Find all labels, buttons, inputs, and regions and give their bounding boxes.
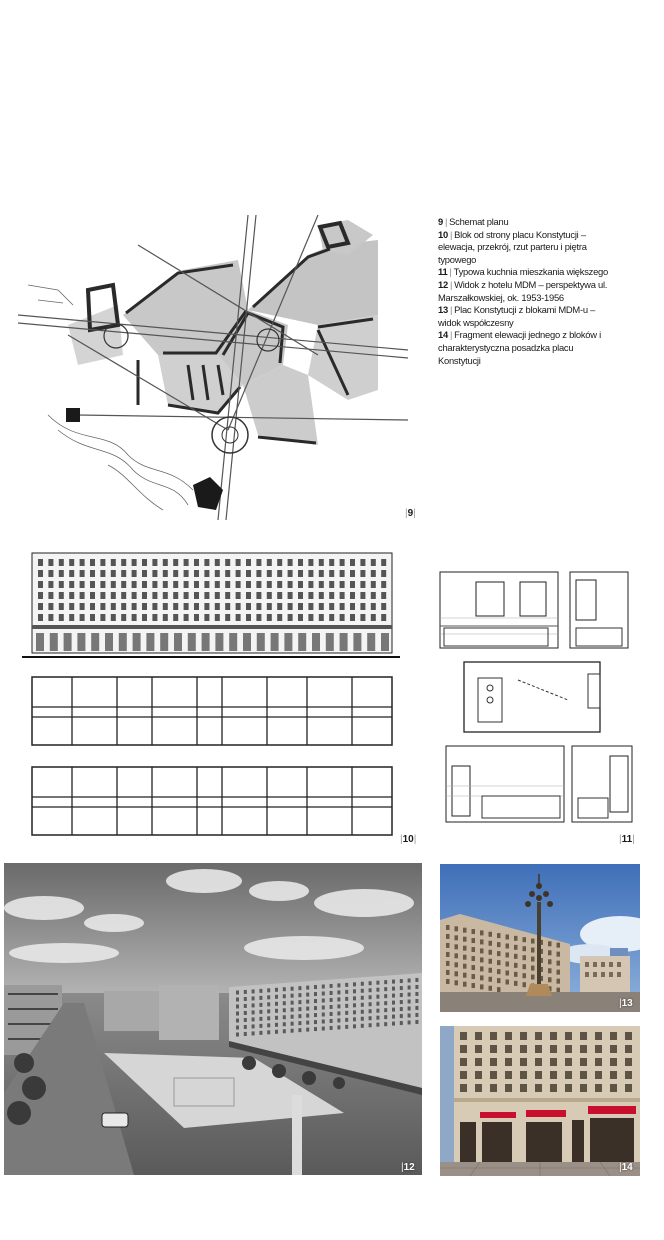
kitchen-drawings-figure	[438, 570, 638, 825]
figure-label-11: |11|	[619, 834, 635, 845]
figure-label-14: |14	[619, 1162, 633, 1173]
caption-14: 14 | Fragment elewacji jednego z bloków i charakterystyczna posadzka placu Konstytucji	[438, 329, 601, 366]
block-elevation-plans-figure	[22, 545, 400, 840]
captions-list	[438, 216, 608, 367]
historical-photo-figure	[4, 863, 422, 1175]
figure-label-13: |13	[619, 998, 633, 1009]
caption-12: 12 | Widok z hotelu MDM – perspektywa ul. Marszałkowskiej, ok. 1953-1956	[438, 278, 608, 303]
figure-label-9: |9|	[405, 508, 416, 519]
caption-13: 13 | Plac Konstytucji z blokami MDM-u – widok współczesny	[438, 304, 596, 328]
site-plan-figure	[18, 215, 408, 520]
facade-fragment-photo-figure	[440, 1026, 640, 1176]
figure-label-12: |12	[401, 1162, 415, 1173]
caption-9: 9 | Schemat planu	[438, 216, 509, 227]
plac-konstytucji-photo-figure	[440, 864, 640, 1012]
figure-label-10: |10|	[400, 834, 417, 845]
caption-11: 11 | Typowa kuchnia mieszkania większego	[438, 266, 608, 278]
caption-10: 10 | Blok od strony placu Konstytucji – elewacja, przekrój, rzut parteru i piętra typowego	[438, 228, 587, 265]
